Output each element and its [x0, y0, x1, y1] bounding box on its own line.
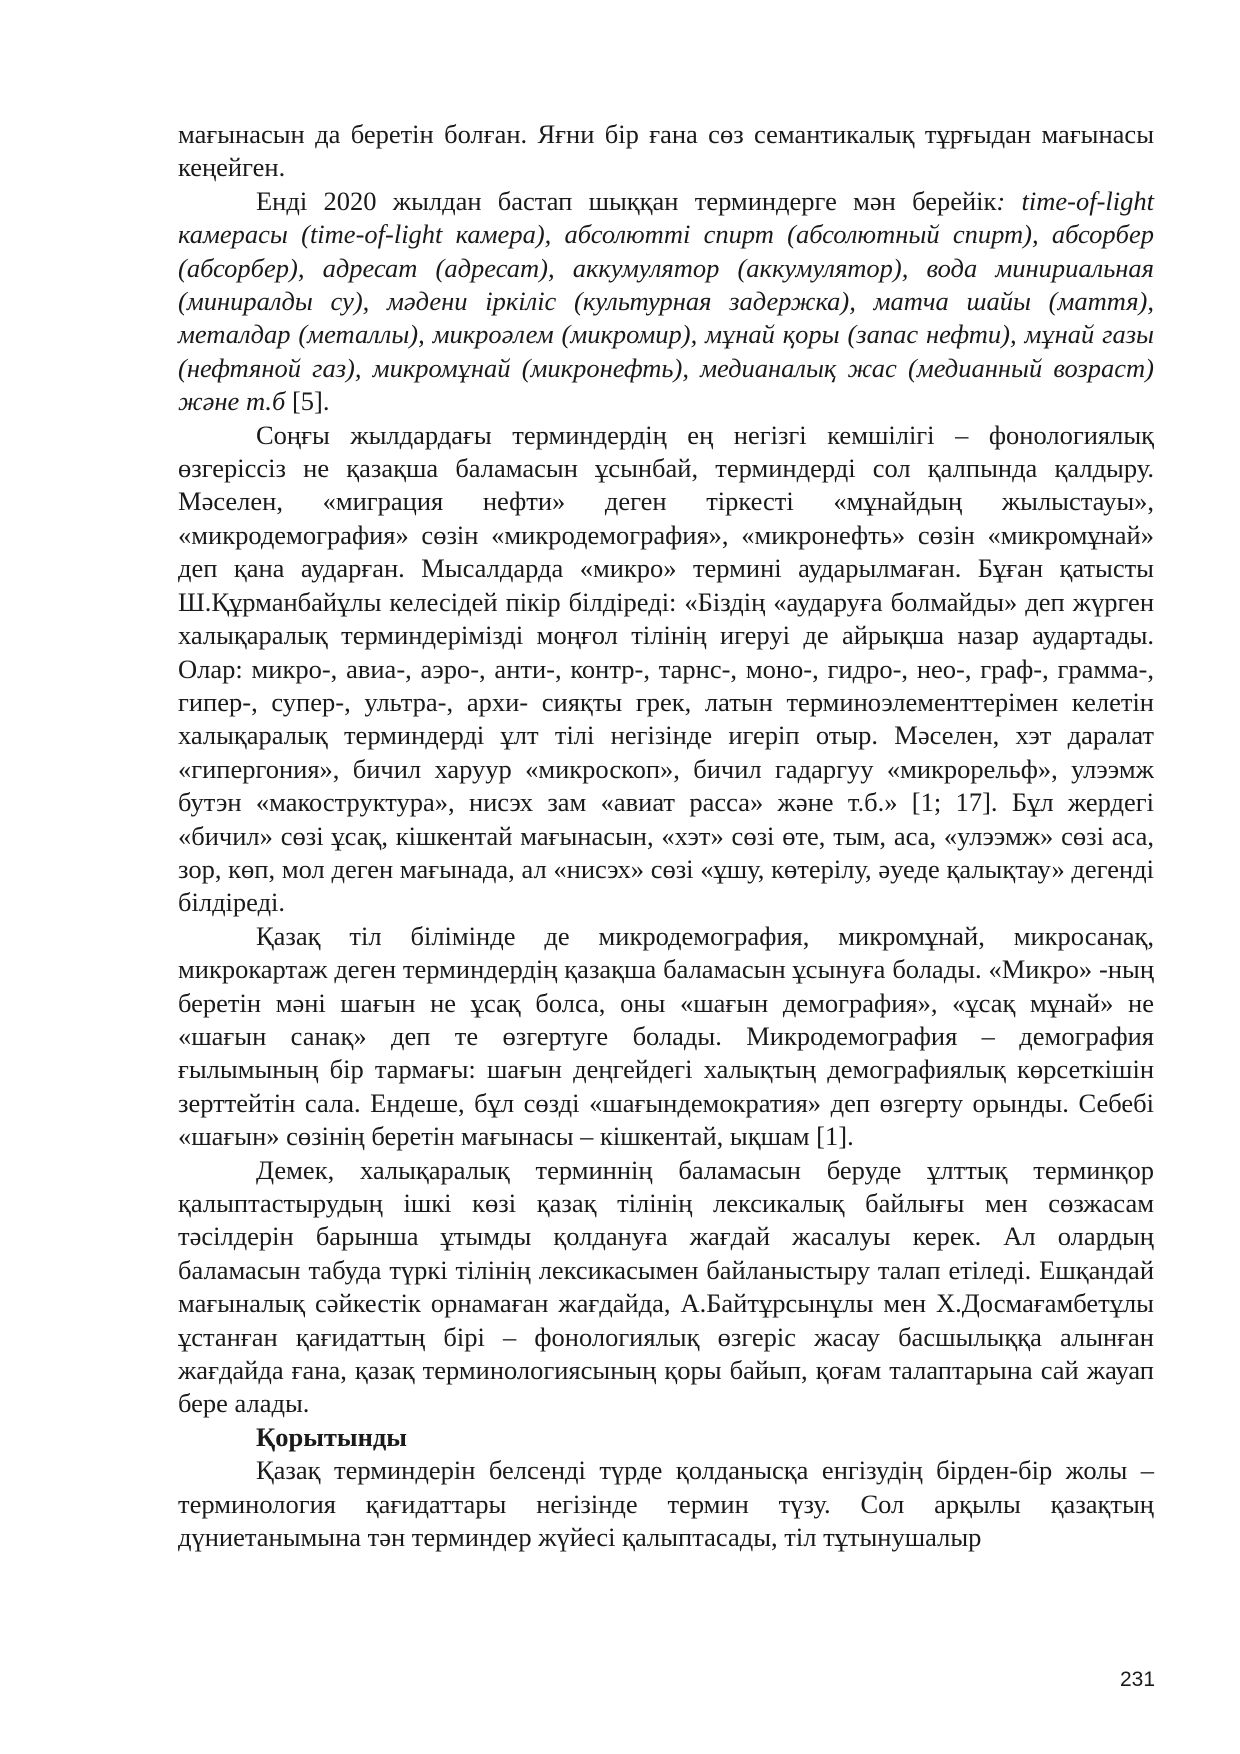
paragraph-terms-2020	[178, 185, 1154, 419]
paragraph-shortcomings: Соңғы жылдардағы терминдердің ең негізгі кемшілігі – фонологиялық өзгеріссіз не қазақша баламасын ұсынбай, терминдерді сол қалпында қалдыру. Мәселен, «миграция нефти» деген тіркесті «мұнайдың жылыстауы», «микродемография» сөзін «микродемография», «микронефть» сөзін «микромұнай» деп қана аударған. Мысалдарда «микро» термині аударылмаған. Бұған қатысты Ш.Құрманбайұлы келесідей пікір білдіреді: «Біздің «аударуға болмайды» деп жүрген халықаралық терминдерімізді моңғол тілінің игеруі де айрықша назар аудартады. Олар: микро-, авиа-, аэро-, анти-, контр-, тарнс-, моно-, гидро-, нео-, граф-, грамма-, гипер-, супер-, ультра-, архи- сияқты грек, латын терминоэлементтерімен келетін халықаралық терминдерді ұлт тілі негізінде игеріп отыр. Мәселен, хэт даралат «гипергония», бичил харуур «микроскоп», бичил гадаргуу «микрорельф», улээмж бутэн «макоструктура», нисэх зам «авиат расса» және т.б.» [1; 17]. Бұл жердегі «бичил» сөзі ұсақ, кішкентай мағынасын, «хэт» сөзі өте, тым, аса, «улээмж» сөзі аса, зор, көп, мол деген мағынада, ал «нисэх» сөзі «ұшу, көтерілу, әуеде қалықтау» дегенді білдіреді.	[178, 419, 1154, 918]
italic-term-list: : time-of-light камерасы (time-of-light камера), абсолютті спирт (абсолютный спирт), абсорбер (абсорбер), адресат (адресат), аккумулятор (аккумулятор), вода минириальная (миниралды су), мәдени іркіліс (культурная задержка), матча шайы (маття), металдар (металлы), микроәлем (микромир), мұнай қоры (запас нефти), мұнай газы (нефтяной газ), микромұнай (микронефть), медианалық жас (медианный возраст) және т.б	[178, 185, 1154, 417]
paragraph-conclusion: Қазақ терминдерін белсенді түрде қолданысқа енгізудің бірден-бір жолы – терминология қағидаттары негізінде термин түзу. Сол арқылы қазақтың дүниетанымына тән терминдер жүйесі қалыптасады, тіл тұтынушалыр	[178, 1455, 1154, 1553]
page-number: 231	[1120, 1668, 1156, 1691]
paragraph-continuation: мағынасын да беретін болған. Яғни бір ғана сөз семантикалық тұрғыдан мағынасы кеңейген.	[178, 119, 1154, 183]
paragraph-lead-text: Енді 2020 жылдан бастап шыққан терминдерге мән берейік	[256, 185, 997, 216]
paragraph-national-terms: Демек, халықаралық терминнің баламасын беруде ұлттық терминқор қалыптастырудың ішкі көзі қазақ тілінің лексикалық байлығы мен сөзжасам тәсілдерін барынша ұтымды қолдануға жағдай жасалуы керек. Ал олардың баламасын табуда түркі тілінің лексикасымен байланыстыру талап етіледі. Ешқандай мағыналық сәйкестік орнамаған жағдайда, А.Байтұрсынұлы мен Х.Досмағамбетұлы ұстанған қағидаттың бірі – фонологиялық өзгеріс жасау басшылыққа алынған жағдайда ғана, қазақ терминологиясының қоры байып, қоғам талаптарына сай жауап бере алады.	[178, 1154, 1154, 1419]
document-body	[178, 118, 1154, 1554]
reference-citation: [5].	[285, 386, 330, 417]
section-heading-conclusion: Қорытынды	[256, 1421, 407, 1452]
paragraph-micro-terms: Қазақ тіл білімінде де микродемография, микромұнай, микросанақ, микрокартаж деген терминдердің қазақша баламасын ұсынуға болады. «Микро» -ның беретін мәні шағын не ұсақ болса, оны «шағын демография», «ұсақ мұнай» не «шағын санақ» деп те өзгертуге болады. Микродемография – демография ғылымының бір тармағы: шағын деңгейдегі халықтың демографиялық көрсеткішін зерттейтін сала. Ендеше, бұл сөзді «шағындемократия» деп өзгерту орынды. Себебі «шағын» сөзінің беретін мағынасы – кішкентай, ықшам [1].	[178, 920, 1154, 1152]
